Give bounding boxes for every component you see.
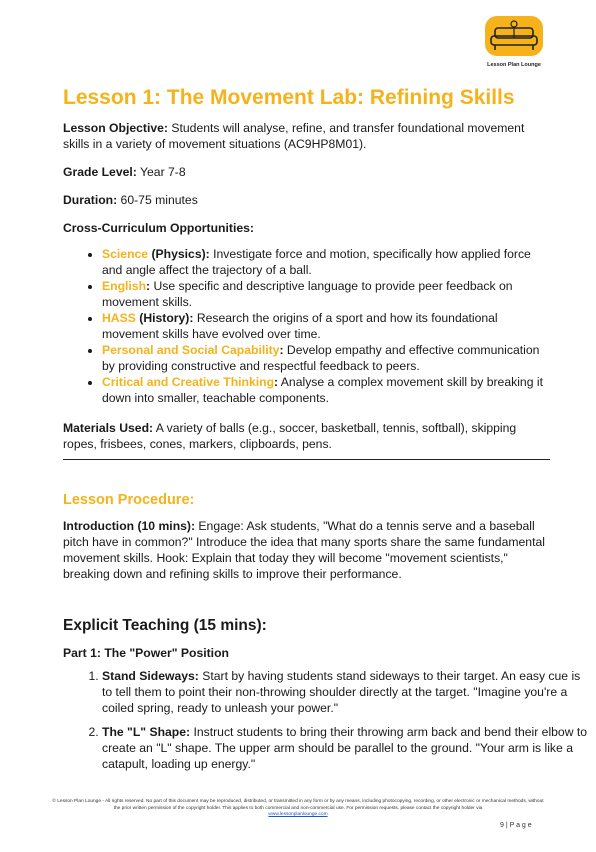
page-number: 9 | P a g e: [500, 822, 532, 829]
section-divider: [63, 459, 550, 460]
duration: Duration: 60-75 minutes: [63, 193, 198, 207]
part-heading: Part 1: The "Power" Position: [63, 646, 229, 660]
list-item: • Critical and Creative Thinking: Analyse a complex movement skill by breaking it down into smaller, teachable components.: [102, 374, 550, 406]
brand-name: Lesson Plan Lounge: [487, 62, 541, 68]
website-link[interactable]: www.lessonplanlounge.com: [268, 812, 328, 817]
copyright-footer: © Lesson Plan Lounge - All rights reserved. No part of this document may be reproduced, distributed, or transmitted in any form or by any means, including photocopying, recording, or other electronic or mechanical methods, without the prior written permission of the copyright holder. This applies to both commercial and non-commercial use. For permission requests, please contact the copyright holder via www.lessonplanlounge.com: [52, 799, 544, 817]
grade-level: Grade Level: Year 7-8: [63, 165, 186, 179]
cross-curriculum-list: [63, 246, 550, 406]
explicit-teaching-heading: Explicit Teaching (15 mins):: [63, 617, 267, 634]
introduction-paragraph: Introduction (10 mins): Engage: Ask students, "What do a tennis serve and a baseball pitch have in common?" Introduce the idea that many sports share the same fundamental movement skills. Hook: Explain that today they will become "movement scientists," breaking down and refining skills to improve their performance.: [63, 519, 545, 581]
list-item: • Science (Physics): Investigate force and motion, specifically how applied force and angle affect the trajectory of a ball.: [102, 246, 550, 278]
list-item: • HASS (History): Research the origins of a sport and how its foundational movement skills have evolved over time.: [102, 310, 550, 342]
procedure-heading: Lesson Procedure:: [63, 492, 195, 508]
list-item: • Personal and Social Capability: Develop empathy and effective communication by providing constructive and respectful feedback to peers.: [102, 342, 550, 374]
sofa-logo-icon: [481, 14, 547, 62]
lesson-objective: Lesson Objective: Students will analyse, refine, and transfer foundational movement skills in a variety of movement situations (AC9HP8M01).: [63, 121, 525, 151]
lesson-overview: [63, 120, 550, 452]
materials-used: Materials Used: A variety of balls (e.g., soccer, basketball, tennis, softball), skipping ropes, frisbees, cones, markers, clipboards, pens.: [63, 421, 517, 451]
cross-curriculum-heading: Cross-Curriculum Opportunities:: [63, 221, 254, 235]
teaching-steps: [63, 668, 589, 780]
list-item: 1. Stand Sideways: Start by having students stand sideways to their target. An easy cue is to tell them to point their non-throwing shoulder directly at the target. "Imagine you're a coiled spring, ready to unleash your power.": [102, 668, 589, 716]
list-item: • English: Use specific and descriptive language to provide peer feedback on movement skills.: [102, 278, 550, 310]
list-item: 2. The "L" Shape: Instruct students to bring their throwing arm back and bend their elbow to create an "L" shape. The upper arm should be parallel to the ground. "Your arm is like a catapult, loading up energy.": [102, 724, 589, 772]
lesson-title: Lesson 1: The Movement Lab: Refining Skills: [63, 86, 515, 109]
